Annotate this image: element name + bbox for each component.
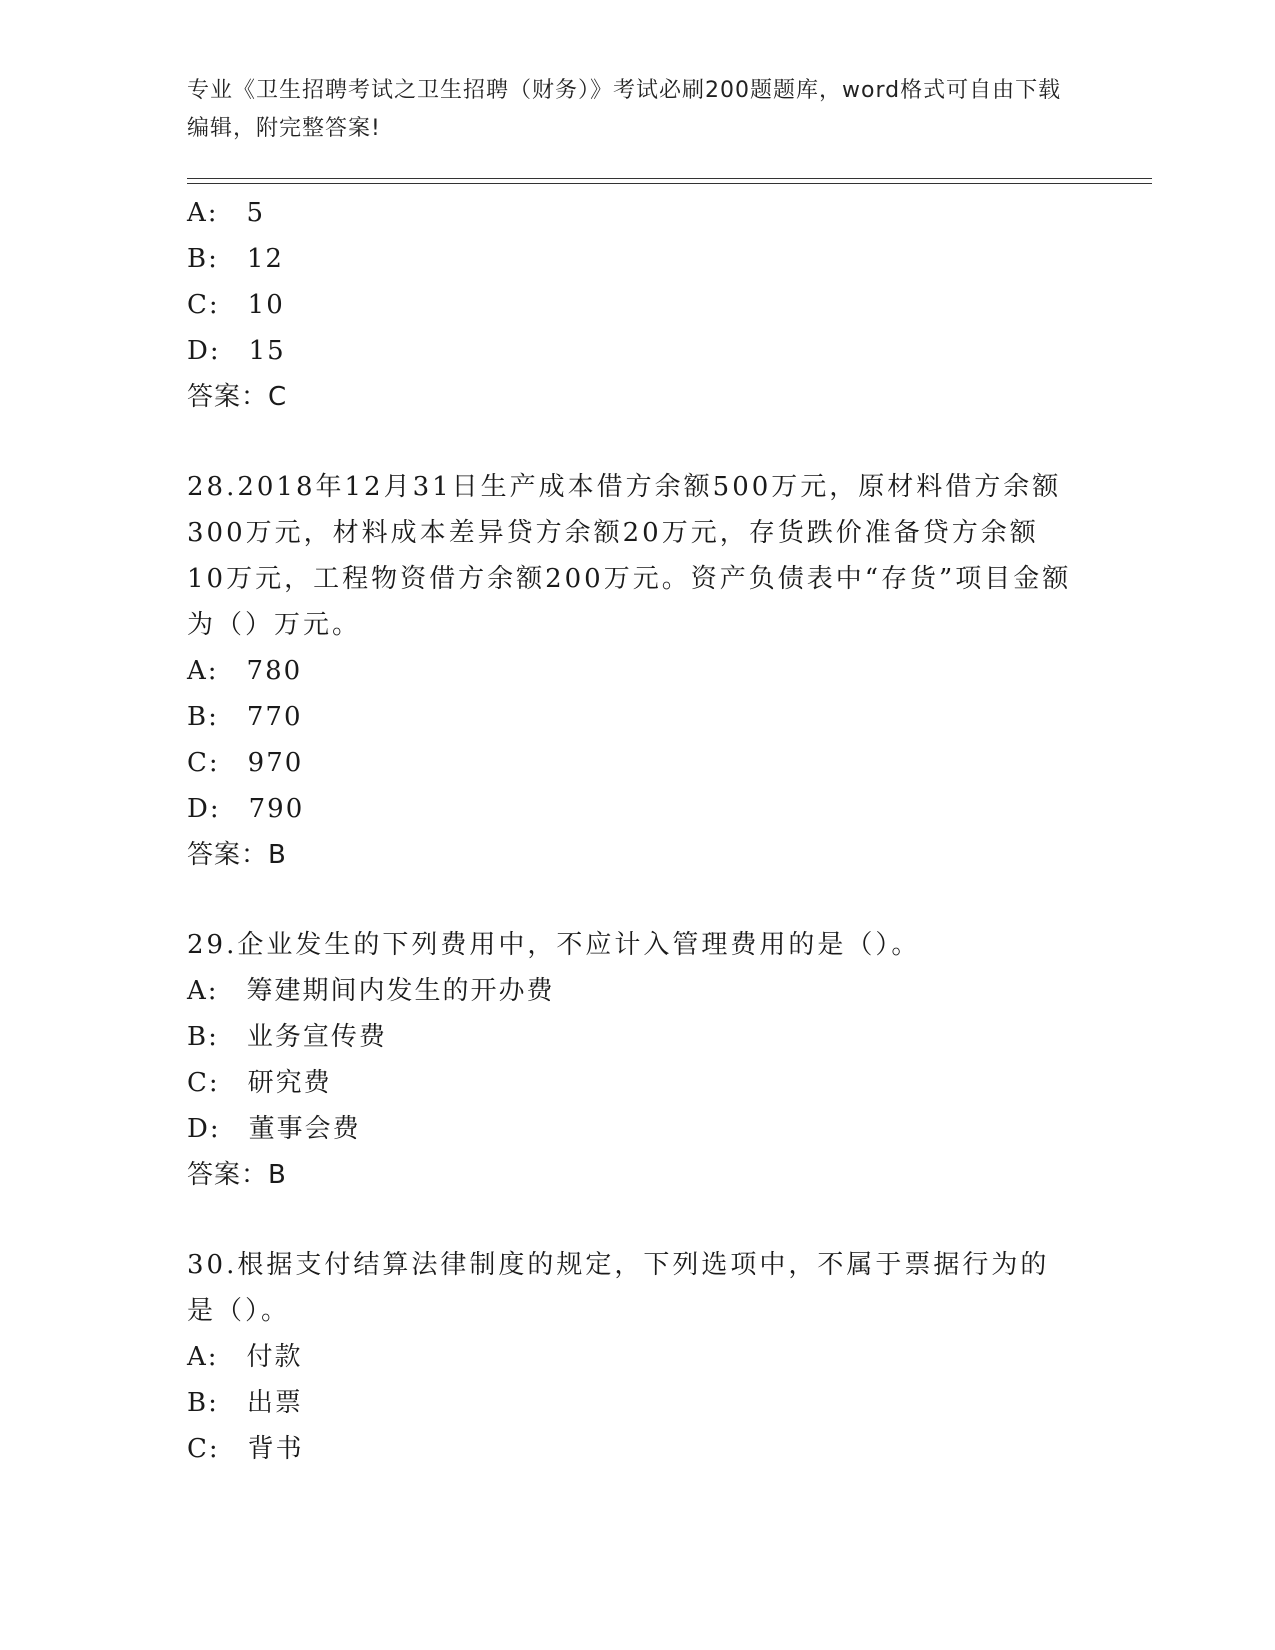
- option-a: [187, 968, 1087, 1014]
- question-27: [187, 190, 1087, 420]
- option-text: 背书: [247, 1434, 304, 1464]
- option-text: 董事会费: [248, 1114, 361, 1144]
- document-header: 专业《卫生招聘考试之卫生招聘（财务）》考试必刷200题题库，word格式可自由下载编辑，附完整答案!: [187, 78, 1062, 141]
- option-label: A:: [187, 656, 219, 686]
- option-d: [187, 786, 1087, 832]
- option-text: 15: [248, 336, 286, 366]
- option-label: B:: [187, 1022, 219, 1052]
- option-label: D:: [187, 336, 221, 366]
- option-d: [187, 328, 1087, 374]
- question-29: [187, 922, 1087, 1198]
- option-text: 出票: [246, 1388, 303, 1418]
- option-text: 业务宣传费: [246, 1022, 387, 1052]
- option-label: C:: [187, 748, 220, 778]
- option-label: B:: [187, 1388, 219, 1418]
- option-label: C:: [187, 1434, 220, 1464]
- option-text: 付款: [246, 1342, 303, 1372]
- question-text: 30.根据支付结算法律制度的规定，下列选项中，不属于票据行为的是（）。: [187, 1250, 1050, 1326]
- option-label: A:: [187, 1342, 219, 1372]
- option-a: [187, 190, 1087, 236]
- option-label: B:: [187, 244, 219, 274]
- option-text: 780: [246, 656, 303, 686]
- option-text: 5: [246, 198, 266, 228]
- option-text: 770: [246, 702, 303, 732]
- option-c: [187, 1060, 1087, 1106]
- option-text: 研究费: [247, 1068, 332, 1098]
- option-label: D:: [187, 794, 221, 824]
- question-content: [187, 190, 1087, 1472]
- option-label: B:: [187, 702, 219, 732]
- option-label: A:: [187, 976, 219, 1006]
- option-a: [187, 1334, 1087, 1380]
- option-label: A:: [187, 198, 219, 228]
- option-text: 12: [246, 244, 284, 274]
- option-label: C:: [187, 290, 220, 320]
- option-label: D:: [187, 1114, 221, 1144]
- answer-line: 答案：B: [187, 1160, 287, 1190]
- option-c: [187, 1426, 1087, 1472]
- option-label: C:: [187, 1068, 220, 1098]
- option-b: [187, 236, 1087, 282]
- option-b: [187, 1380, 1087, 1426]
- option-text: 970: [247, 748, 304, 778]
- option-a: [187, 648, 1087, 694]
- option-text: 10: [247, 290, 285, 320]
- option-d: [187, 1106, 1087, 1152]
- header-rule-top: [187, 178, 1152, 179]
- question-text: 28.2018年12月31日生产成本借方余额500万元，原材料借方余额300万元，材料成本差异贷方余额20万元，存货跌价准备贷方余额10万元，工程物资借方余额200万元。资产负债表中“存货”项目金额为（）万元。: [187, 472, 1072, 640]
- option-text: 790: [248, 794, 305, 824]
- question-28: [187, 464, 1087, 878]
- option-c: [187, 740, 1087, 786]
- answer-line: 答案：C: [187, 382, 288, 412]
- question-30: [187, 1242, 1087, 1472]
- option-b: [187, 694, 1087, 740]
- option-b: [187, 1014, 1087, 1060]
- option-c: [187, 282, 1087, 328]
- answer-line: 答案：B: [187, 840, 287, 870]
- header-rule-bottom: [187, 183, 1152, 184]
- option-text: 筹建期间内发生的开办费: [246, 976, 555, 1006]
- question-text: 29.企业发生的下列费用中，不应计入管理费用的是（）。: [187, 930, 921, 960]
